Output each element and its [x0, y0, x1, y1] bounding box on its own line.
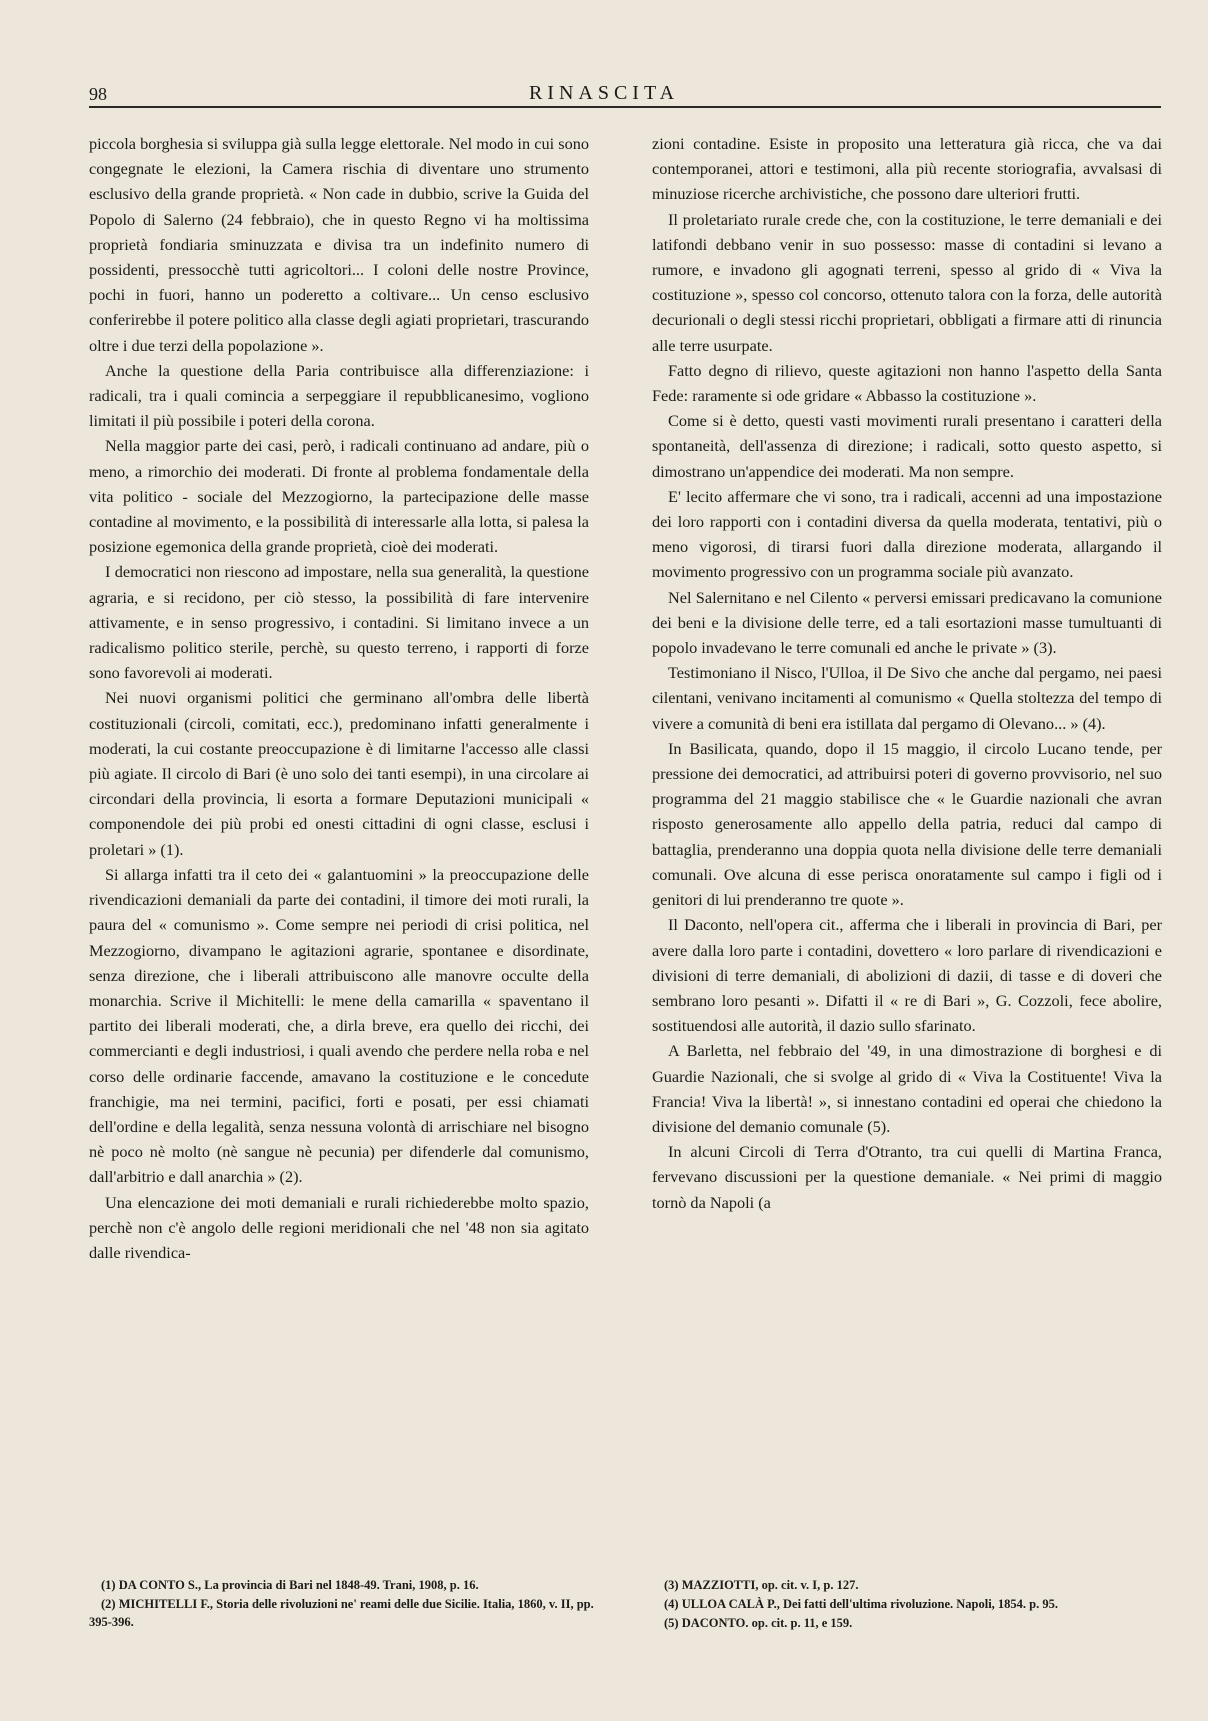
footnote: (2) MICHITELLI F., Storia delle rivoluzioni ne' reami delle due Sicilie. Italia, 1860, v. II, pp. 395-396.: [89, 1597, 594, 1629]
paragraph: A Barletta, nel febbraio del '49, in una dimostrazione di borghesi e di Guardie Nazionali, che si svolge al grido di « Viva la Costituente! Viva la Francia! Viva la libertà! », si innestano contadini ed operai che chiedono la divisione del demanio comunale (5).: [652, 1041, 1162, 1136]
paragraph: Come si è detto, questi vasti movimenti rurali presentano i caratteri della spontaneità, dell'assenza di direzione; i radicali, sotto questo aspetto, si dimostrano un'appendice dei moderati. Ma non sempre.: [652, 411, 1162, 481]
right-column: [652, 131, 1162, 1215]
footnote: (1) DA CONTO S., La provincia di Bari nel 1848-49. Trani, 1908, p. 16.: [101, 1578, 479, 1592]
paragraph: Fatto degno di rilievo, queste agitazioni non hanno l'aspetto della Santa Fede: raramente si ode gridare « Abbasso la costituzione ».: [652, 360, 1162, 406]
paragraph: Si allarga infatti tra il ceto dei « galantuomini » la preoccupazione delle rivendicazioni demaniali da parte dei contadini, il timore dei moti rurali, la paura del « comunismo ». Come sempre nei periodi di crisi politica, nel Mezzogiorno, divampano le agitazioni agrarie, spontanee e disordinate, senza direzione, che i liberali attribuiscono alle manovre occulte della monarchia. Scrive il Michitelli: le mene della camarilla « spaventano il partito dei liberali moderati, che, a dirla breve, era quello dei ricchi, dei commercianti e degli industriosi, i quali avendo che perdere nella roba e nel corso delle ordinarie faccende, amavano la costituzione e le concedute franchigie, ma nei termini, pacifici, forti e posati, per essi chiamati dell'ordine e della legalità, senza nessuna volontà di arrischiare nel bisogno nè poco nè molto (nè sangue nè pecunia) per difenderle dal comunismo, dall'arbitrio e dall anarchia » (2).: [89, 864, 589, 1187]
paragraph: Anche la questione della Paria contribuisce alla differenziazione: i radicali, tra i quali comincia a serpeggiare il repubblicanesimo, vogliono limitati il più possibile i poteri della corona.: [89, 360, 589, 431]
running-title: RINASCITA: [528, 82, 680, 104]
paragraph: Nel Salernitano e nel Cilento « perversi emissari predicavano la comunione dei beni e la divisione delle terre, ed a tali esortazioni masse tumultuanti di popolo invadevano le terre comunali ed anche le private » (3).: [652, 587, 1162, 658]
paragraph: Il Daconto, nell'opera cit., afferma che i liberali in provincia di Bari, per avere dalla loro parte i contadini, dovettero « loro parlare di rivendicazioni e divisioni di terre demaniali, di abolizioni di dazii, di tasse e di doveri che sembrano loro pesanti ». Difatti il « re di Bari », G. Cozzoli, fece abolire, sostituendosi alle autorità, il dazio sullo sfarinato.: [652, 915, 1162, 1036]
left-column: [89, 131, 589, 1265]
page-number: 98: [89, 84, 107, 104]
paragraph: E' lecito affermare che vi sono, tra i radicali, accenni ad una impostazione dei loro rapporti con i contadini diversa da quella moderata, tentativi, più o meno vigorosi, di tirarsi fuori dalla direzione moderata, allargando il movimento progressivo con un programma sociale più avanzato.: [652, 486, 1162, 582]
paragraph: Una elencazione dei moti demaniali e rurali richiederebbe molto spazio, perchè non c'è angolo delle regioni meridionali che nel '48 non sia agitato dalle rivendica-: [89, 1192, 589, 1262]
footnote: (5) DACONTO. op. cit. p. 11, e 159.: [664, 1616, 853, 1630]
paragraph: Testimoniano il Nisco, l'Ulloa, il De Sivo che anche dal pergamo, nei paesi cilentani, venivano incitamenti al comunismo « Quella stoltezza del tempo di vivere a comunità di beni era istillata dal pergamo di Olevano... » (4).: [652, 663, 1162, 733]
page-header: [0, 0, 1208, 110]
paragraph: Nei nuovi organismi politici che germinano all'ombra delle libertà costituzionali (circoli, comitati, ecc.), predominano infatti generalmente i moderati, la cui costante preoccupazione è di limitarne l'accesso alle classi più agiate. Il circolo di Bari (è uno solo dei tanti esempi), in una circolare ai circondari della provincia, li esorta a formare Deputazioni municipali « componendole dei più probi ed onesti cittadini di ogni classe, esclusi i proletari » (1).: [89, 688, 589, 859]
footnote: (4) ULLOA CALÀ P., Dei fatti dell'ultima rivoluzione. Napoli, 1854. p. 95.: [664, 1597, 1058, 1611]
paragraph: I democratici non riescono ad impostare, nella sua generalità, la questione agraria, e si recidono, per ciò stesso, la possibilità di fare intervenire attivamente, e in senso progressivo, i contadini. Si limitano invece a un radicalismo politico sterile, perchè, su questo terreno, i rapporti di forze sono favorevoli ai moderati.: [89, 562, 589, 683]
paragraph: In Basilicata, quando, dopo il 15 maggio, il circolo Lucano tende, per pressione dei democratici, ad attribuirsi poteri di governo provvisorio, nel suo programma del 21 maggio stabilisce che « le Guardie nazionali che avran risposto generosamente allo appello della patria, reduci dal campo di battaglia, prenderanno una doppia quota nella divisione delle terre demaniali comunali. Ove alcuna di esse perisca onoratamente sul campo i figli od i genitori di lui prenderanno tre quote ».: [652, 738, 1162, 910]
paragraph: Nella maggior parte dei casi, però, i radicali continuano ad andare, più o meno, a rimorchio dei moderati. Di fronte al problema fondamentale della vita politico - sociale del Mezzogiorno, la partecipazione delle masse contadine al movimento, e la possibilità di interessarle alla lotta, si palesa la posizione egemonica della grande proprietà, cioè dei moderati.: [89, 436, 589, 557]
header-rule: [89, 106, 1161, 108]
paragraph: In alcuni Circoli di Terra d'Otranto, tra cui quelli di Martina Franca, fervevano discussioni per la questione demaniale. « Nei primi di maggio tornò da Napoli (a: [652, 1142, 1162, 1212]
paragraph: zioni contadine. Esiste in proposito una letteratura già ricca, che va dai contemporanei, attori e testimoni, alla più recente storiografia, avvalsasi di minuziose ricerche archivistiche, che possono dare ulteriori frutti.: [652, 134, 1162, 204]
footnote: (3) MAZZIOTTI, op. cit. v. I, p. 127.: [664, 1578, 859, 1592]
paragraph: piccola borghesia si sviluppa già sulla legge elettorale. Nel modo in cui sono congegnate le elezioni, la Camera rischia di diventare uno strumento esclusivo della grande proprietà. « Non cade in dubbio, scrive la Guida del Popolo di Salerno (24 febbraio), che in questo Regno vi ha moltissima proprietà fondiaria sminuzzata e divisa tra un indefinito numero di possidenti, pressocchè tutti agricoltori... I coloni delle nostre Province, pochi in fuori, hanno un poderetto a coltivare... Un censo esclusivo conferirebbe il potere politico alla classe degli agiati proprietari, trascurando oltre i due terzi della popolazione ».: [89, 134, 589, 355]
paragraph: Il proletariato rurale crede che, con la costituzione, le terre demaniali e dei latifondi debbano venir in suo possesso: masse di contadini si levano a rumore, e invadono gli agognati terreni, spesso al grido di « Viva la costituzione », spesso col concorso, ottenuto talora con la forza, delle autorità decurionali o degli stessi ricchi proprietari, obbligati a firmare atti di rinuncia alle terre usurpate.: [652, 209, 1162, 355]
footnotes-right: [652, 1576, 1167, 1633]
footnotes-left: [89, 1576, 599, 1632]
